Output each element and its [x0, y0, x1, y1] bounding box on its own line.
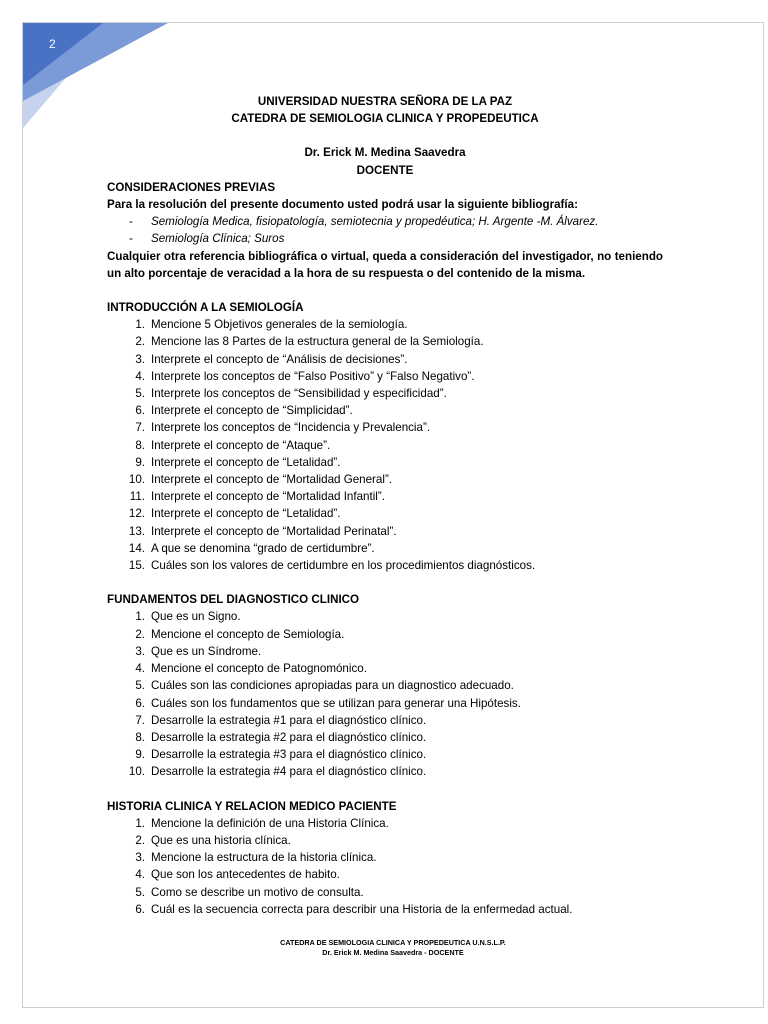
question-number: 10.: [128, 473, 145, 487]
question-number: 1.: [135, 318, 145, 332]
bibliography-list: [107, 213, 663, 247]
question-text: Cuáles son los valores de certidumbre en los procedimientos diagnósticos.: [151, 559, 536, 573]
question-item: [107, 884, 663, 901]
question-item: [107, 866, 663, 883]
question-item: [107, 316, 663, 333]
question-number: 6.: [135, 404, 145, 418]
question-text: Interprete el concepto de “Ataque”.: [151, 438, 331, 452]
university-title: UNIVERSIDAD NUESTRA SEÑORA DE LA PAZ: [257, 95, 513, 108]
question-number: 1.: [135, 610, 145, 624]
question-number: 3.: [135, 851, 145, 865]
question-text: Mencione el concepto de Patognomónico.: [151, 662, 367, 676]
question-text: Interprete el concepto de “Mortalidad General”.: [151, 473, 393, 487]
question-number: 7.: [135, 421, 145, 435]
question-list: [107, 815, 663, 918]
question-item: [107, 643, 663, 660]
question-text: Que es una historia clínica.: [151, 833, 291, 847]
question-text: Desarrolle la estrategia #2 para el diagnóstico clínico.: [151, 730, 427, 744]
question-number: 15.: [128, 559, 145, 573]
question-number: 8.: [135, 438, 145, 452]
question-number: 10.: [128, 765, 145, 779]
question-number: 9.: [135, 455, 145, 469]
question-item: [107, 471, 663, 488]
question-item: [107, 419, 663, 436]
question-number: 4.: [135, 868, 145, 882]
previas-note: Cualquier otra referencia bibliográfica o virtual, queda a consideración del investigador, no teniendo un alto porcentaje de veracidad a la hora de su respuesta o del contenido de la misma.: [107, 249, 663, 280]
question-item: [107, 454, 663, 471]
question-list: [107, 316, 663, 574]
question-number: 9.: [135, 748, 145, 762]
question-list: [107, 608, 663, 780]
question-number: 2.: [135, 335, 145, 349]
question-number: 11.: [129, 490, 145, 504]
document-body: [107, 93, 663, 918]
question-item: [107, 523, 663, 540]
question-number: 3.: [135, 352, 145, 366]
page-footer: [23, 938, 763, 958]
question-text: Mencione el concepto de Semiología.: [151, 627, 345, 641]
document-page: [22, 22, 764, 1008]
section-heading: FUNDAMENTOS DEL DIAGNOSTICO CLINICO: [107, 593, 360, 607]
question-item: [107, 505, 663, 522]
question-text: Desarrolle la estrategia #1 para el diagnóstico clínico.: [151, 713, 427, 727]
question-item: [107, 695, 663, 712]
question-text: A que se denomina “grado de certidumbre”.: [151, 541, 375, 555]
footer-line-1: CATEDRA DE SEMIOLOGIA CLINICA Y PROPEDEUTICA U.N.S.L.P.: [280, 938, 506, 947]
question-text: Mencione 5 Objetivos generales de la semiología.: [151, 318, 408, 332]
question-text: Interprete los conceptos de “Incidencia y Prevalencia”.: [151, 421, 431, 435]
question-item: [107, 849, 663, 866]
question-number: 3.: [135, 644, 145, 658]
question-number: 2.: [135, 627, 145, 641]
question-number: 13.: [128, 524, 145, 538]
question-item: [107, 402, 663, 419]
section-heading: HISTORIA CLINICA Y RELACION MEDICO PACIENTE: [107, 799, 397, 813]
question-item: [107, 660, 663, 677]
question-text: Cuáles son las condiciones apropiadas para un diagnostico adecuado.: [151, 679, 514, 693]
question-item: [107, 815, 663, 832]
question-number: 7.: [135, 713, 145, 727]
question-text: Interprete el concepto de “Simplicidad”.: [151, 404, 353, 418]
question-item: [107, 712, 663, 729]
question-text: Cuál es la secuencia correcta para describir una Historia de la enfermedad actual.: [151, 902, 573, 916]
question-item: [107, 608, 663, 625]
question-number: 8.: [135, 730, 145, 744]
question-text: Que es un Signo.: [151, 610, 241, 624]
question-number: 14.: [128, 541, 145, 555]
previas-heading: CONSIDERACIONES PREVIAS: [107, 180, 276, 194]
question-number: 4.: [135, 369, 145, 383]
question-item: [107, 763, 663, 780]
question-item: [107, 333, 663, 350]
question-item: [107, 746, 663, 763]
question-text: Interprete el concepto de “Letalidad”.: [151, 455, 341, 469]
question-item: [107, 626, 663, 643]
question-item: [107, 385, 663, 402]
question-number: 6.: [135, 902, 145, 916]
question-text: Desarrolle la estrategia #3 para el diagnóstico clínico.: [151, 748, 427, 762]
question-number: 5.: [135, 885, 145, 899]
question-number: 4.: [135, 662, 145, 676]
question-item: [107, 437, 663, 454]
section-heading: INTRODUCCIÓN A LA SEMIOLOGÍA: [107, 301, 304, 315]
bibliography-item: - Semiología Medica, fisiopatología, semiotecnia y propedéutica; H. Argente -M. Álvarez.: [129, 215, 599, 229]
question-text: Como se describe un motivo de consulta.: [151, 885, 364, 899]
question-text: Interprete el concepto de “Mortalidad Perinatal”.: [151, 524, 397, 538]
previas-intro: Para la resolución del presente documento usted podrá usar la siguiente bibliografía:: [107, 198, 578, 212]
teacher-name: Dr. Erick M. Medina Saavedra: [304, 146, 466, 160]
question-text: Interprete el concepto de “Análisis de decisiones”.: [151, 352, 408, 366]
question-text: Mencione las 8 Partes de la estructura general de la Semiología.: [151, 335, 484, 349]
question-item: [107, 677, 663, 694]
question-text: Interprete el concepto de “Mortalidad Infantil”.: [151, 490, 385, 504]
question-item: [107, 832, 663, 849]
question-item: [107, 368, 663, 385]
question-item: [107, 729, 663, 746]
question-item: [107, 540, 663, 557]
bibliography-item: - Semiología Clínica; Suros: [129, 232, 285, 246]
teacher-role: DOCENTE: [356, 163, 414, 177]
question-item: [107, 901, 663, 918]
question-text: Cuáles son los fundamentos que se utilizan para generar una Hipótesis.: [151, 696, 521, 710]
catedra-title: CATEDRA DE SEMIOLOGIA CLINICA Y PROPEDEUTICA: [231, 112, 539, 126]
question-text: Interprete el concepto de “Letalidad”.: [151, 507, 341, 521]
question-text: Que son los antecedentes de habito.: [151, 868, 340, 882]
question-text: Interprete los conceptos de “Sensibilidad y especificidad”.: [151, 387, 447, 401]
question-text: Interprete los conceptos de “Falso Positivo” y “Falso Negativo”.: [151, 369, 475, 383]
footer-line-2: Dr. Erick M. Medina Saavedra - DOCENTE: [322, 948, 464, 957]
question-item: [107, 557, 663, 574]
question-number: 5.: [135, 679, 145, 693]
question-text: Desarrolle la estrategia #4 para el diagnóstico clínico.: [151, 765, 427, 779]
question-text: Mencione la definición de una Historia Clínica.: [151, 816, 389, 830]
question-item: [107, 351, 663, 368]
question-item: [107, 488, 663, 505]
question-number: 12.: [128, 507, 145, 521]
question-text: Que es un Síndrome.: [151, 644, 262, 658]
question-text: Mencione la estructura de la historia clínica.: [151, 851, 377, 865]
page-number: 2: [49, 37, 56, 51]
question-number: 1.: [135, 816, 145, 830]
question-number: 5.: [135, 387, 145, 401]
question-number: 2.: [135, 833, 145, 847]
question-number: 6.: [135, 696, 145, 710]
